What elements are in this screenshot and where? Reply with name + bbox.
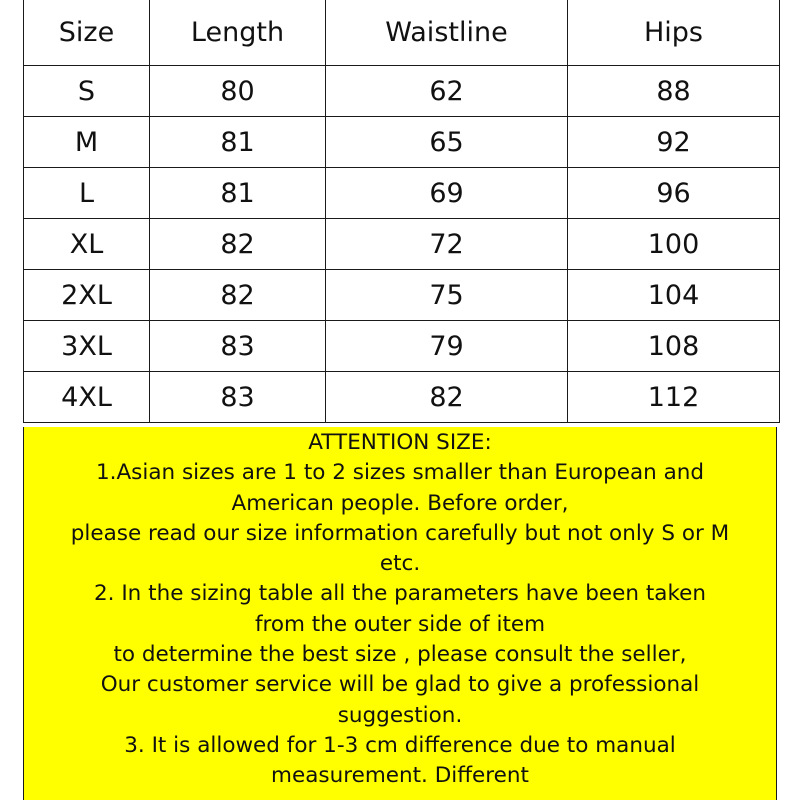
table-row [24,117,780,168]
cell-length: 81 [150,117,326,168]
header-waistline: Waistline [326,0,568,66]
cell-waistline: 82 [326,372,568,423]
header-size: Size [24,0,150,66]
cell-size: 2XL [24,270,150,321]
cell-hips: 108 [568,321,780,372]
notice-line: Our customer service will be glad to give a professional [100,672,700,698]
notice-line: 3. It is allowed for 1-3 cm difference due to manual [124,732,676,758]
notice-line: measurement. Different [271,763,529,789]
cell-hips: 96 [568,168,780,219]
cell-hips: 88 [568,66,780,117]
cell-size: XL [24,219,150,270]
table-row [24,321,780,372]
cell-size: L [24,168,150,219]
header-row [24,0,780,66]
size-table [23,0,780,423]
cell-size: M [24,117,150,168]
notice-line: etc. [379,551,421,577]
cell-waistline: 75 [326,270,568,321]
notice-heading: ATTENTION SIZE: [308,430,492,455]
notice-line: please read our size information carefully but not only S or M [70,520,730,546]
cell-waistline: 65 [326,117,568,168]
cell-waistline: 62 [326,66,568,117]
cell-length: 83 [150,321,326,372]
table-row [24,270,780,321]
cell-size: 3XL [24,321,150,372]
cell-length: 82 [150,219,326,270]
cell-hips: 92 [568,117,780,168]
cell-length: 80 [150,66,326,117]
notice-line: from the outer side of item [254,611,546,637]
table-row [24,219,780,270]
size-table-body [24,66,780,423]
size-table-header [24,0,780,66]
cell-hips: 104 [568,270,780,321]
cell-length: 81 [150,168,326,219]
notice-line: American people. Before order, [231,490,569,516]
notice-line: suggestion. [337,702,463,728]
header-hips: Hips [568,0,780,66]
header-length: Length [150,0,326,66]
cell-waistline: 79 [326,321,568,372]
cell-hips: 100 [568,219,780,270]
cell-waistline: 69 [326,168,568,219]
cell-length: 82 [150,270,326,321]
cell-hips: 112 [568,372,780,423]
notice-line: 1.Asian sizes are 1 to 2 sizes smaller than European and [95,460,705,486]
table-row [24,66,780,117]
attention-notice [23,427,777,800]
cell-size: S [24,66,150,117]
cell-waistline: 72 [326,219,568,270]
table-row [24,168,780,219]
cell-size: 4XL [24,372,150,423]
cell-length: 83 [150,372,326,423]
notice-line: to determine the best size , please consult the seller, [113,642,687,668]
table-row [24,372,780,423]
notice-line: 2. In the sizing table all the parameters have been taken [93,581,706,607]
